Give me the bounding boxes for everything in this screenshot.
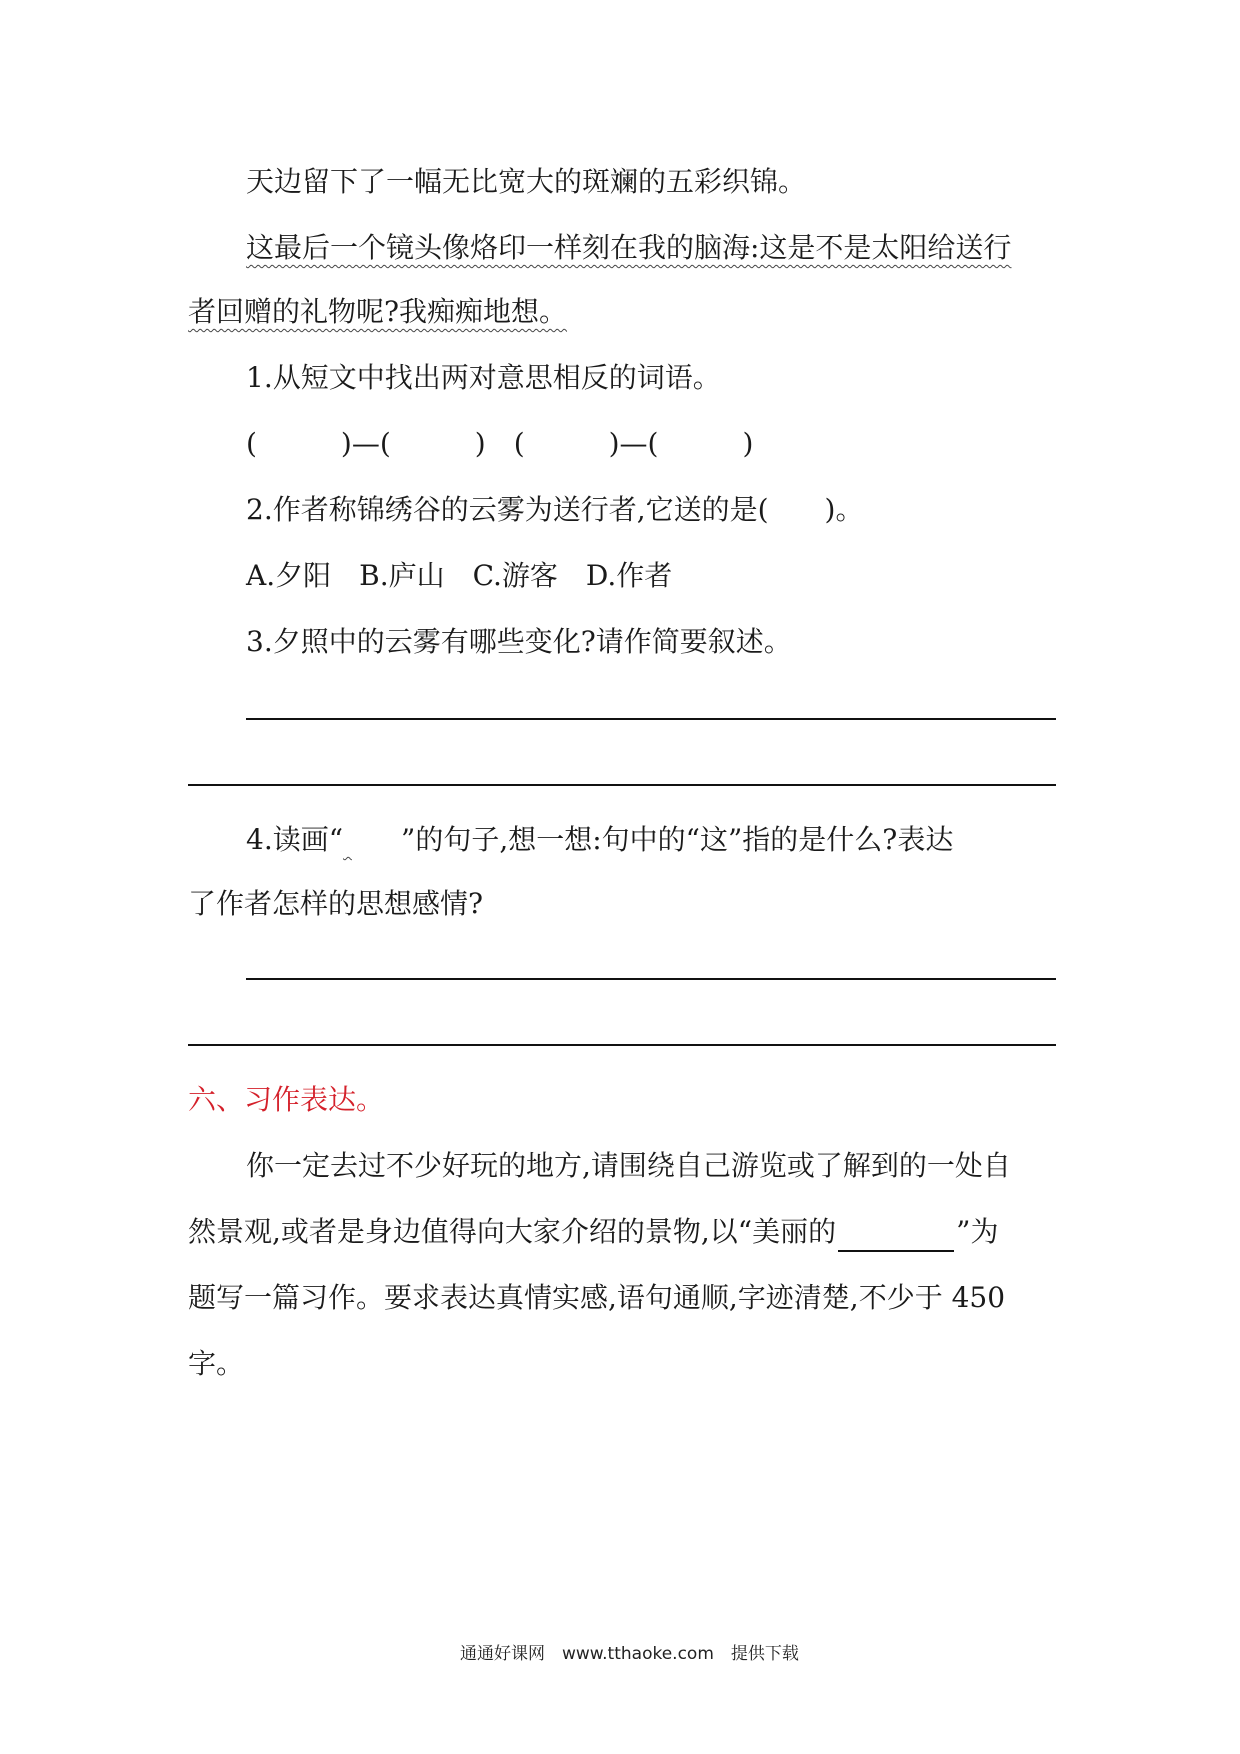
title-blank[interactable] — [838, 1220, 954, 1252]
wavy-blank — [343, 820, 401, 860]
section-6-line-2-suffix: ”为 — [956, 1215, 999, 1248]
passage-underlined-line-1: 这最后一个镜头像烙印一样刻在我的脑海:这是不是太阳给送行 — [246, 231, 1012, 264]
answer-line-3b[interactable] — [188, 784, 1056, 786]
question-3: 3.夕照中的云雾有哪些变化?请作简要叙述。 — [246, 625, 792, 658]
section-6-line-2 — [188, 1212, 998, 1252]
section-6-line-2-prefix: 然景观,或者是身边值得向大家介绍的景物,以“美丽的 — [188, 1215, 837, 1248]
question-2: 2.作者称锦绣谷的云雾为送行者,它送的是( )。 — [246, 493, 864, 526]
passage-line-1: 天边留下了一幅无比宽大的斑斓的五彩织锦。 — [246, 165, 807, 198]
section-6-line-3: 题写一篇习作。要求表达真情实感,语句通顺,字迹清楚,不少于 450 — [188, 1281, 1006, 1314]
section-6-line-4: 字。 — [188, 1347, 245, 1380]
answer-line-4b[interactable] — [188, 1044, 1056, 1046]
question-4-prefix: 4.读画“ — [246, 823, 344, 856]
answer-line-4a[interactable] — [246, 978, 1056, 980]
footer-text: 通通好课网 www.tthaoke.com 提供下载 — [460, 1644, 799, 1664]
section-6-line-1: 你一定去过不少好玩的地方,请围绕自己游览或了解到的一处自 — [246, 1149, 1011, 1182]
question-4-line-2: 了作者怎样的思想感情? — [188, 887, 484, 920]
answer-line-3a[interactable] — [246, 718, 1056, 720]
question-4-suffix: ”的句子,想一想:句中的“这”指的是什么?表达 — [401, 823, 954, 856]
section-6-heading: 六、习作表达。 — [188, 1083, 385, 1116]
question-1-blanks: ( )—( ) ( )—( ) — [246, 427, 754, 460]
question-1: 1.从短文中找出两对意思相反的词语。 — [246, 361, 721, 394]
passage-underlined-line-2: 者回赠的礼物呢?我痴痴地想。 — [188, 295, 568, 328]
question-2-options: A.夕阳 B.庐山 C.游客 D.作者 — [246, 559, 673, 592]
question-4 — [246, 820, 953, 860]
